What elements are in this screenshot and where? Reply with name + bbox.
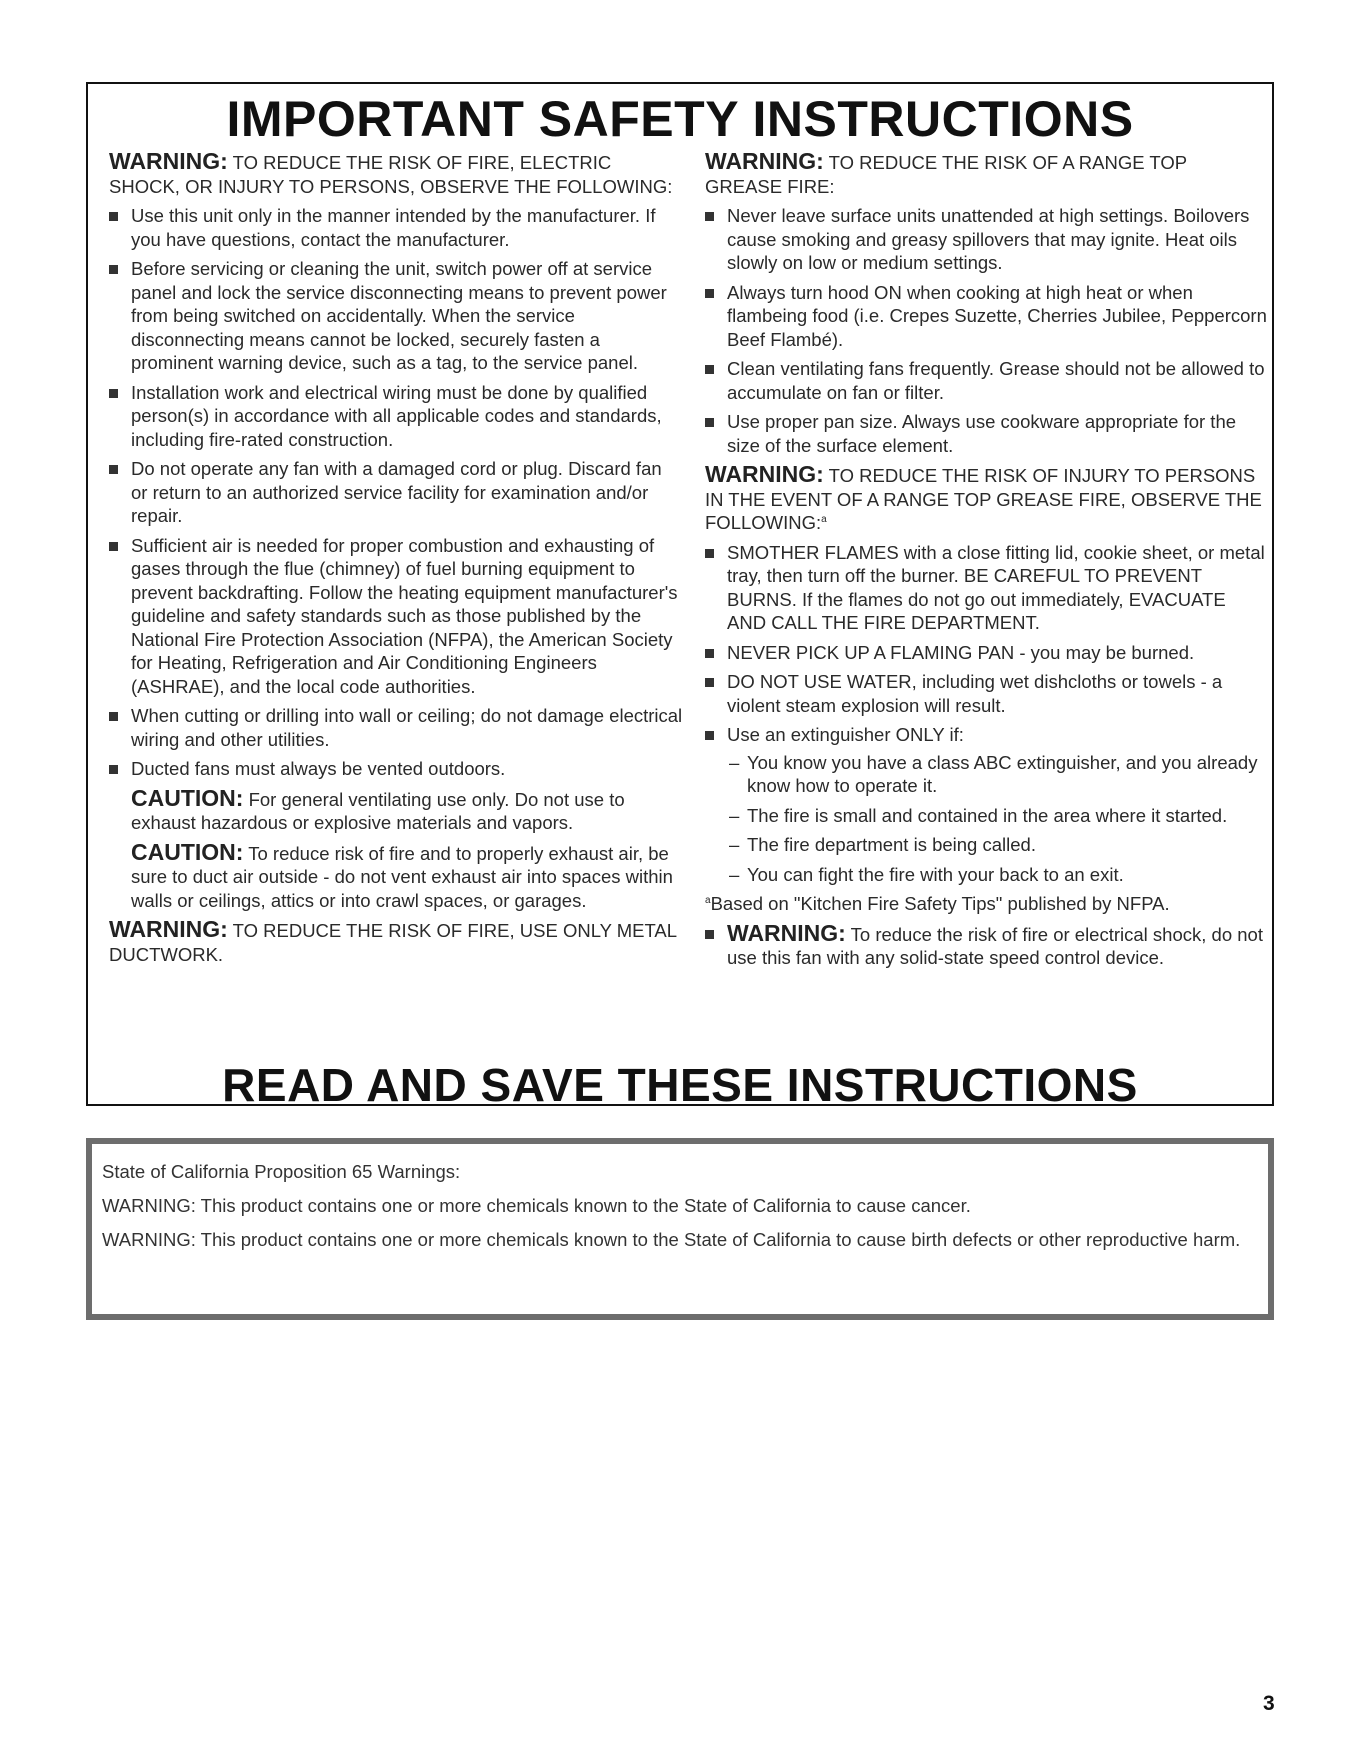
right-column — [705, 150, 1267, 976]
list-item — [705, 641, 1267, 665]
right-bullet-list-3 — [705, 919, 1267, 970]
warning-text: TO REDUCE THE RISK OF FIRE, USE ONLY METAL DUCTWORK. — [109, 920, 677, 965]
square-bullet-icon — [109, 542, 118, 551]
warning-grease-fire — [705, 150, 1267, 198]
warning-fire-shock-injury — [109, 150, 683, 198]
warning-metal-ductwork — [109, 918, 683, 966]
square-bullet-icon — [109, 212, 118, 221]
list-item — [109, 204, 683, 251]
dash-bullet-icon: – — [729, 804, 740, 826]
list-item — [727, 751, 1267, 798]
list-item-text: You know you have a class ABC extinguisher, and you already know how to operate it. — [747, 751, 1258, 796]
caution-text: To reduce risk of fire and to properly exhaust air, be sure to duct air outside - do not vent exhaust air into spaces within walls or ceilings, attics or into crawl spaces, or garages. — [131, 842, 673, 911]
list-item-text: Use an extinguisher ONLY if: — [727, 724, 964, 745]
caution-keyword: CAUTION: — [131, 838, 244, 865]
warning-text: To reduce the risk of fire or electrical shock, do not use this fan with any solid-state speed control device. — [727, 923, 1263, 968]
list-item — [705, 204, 1267, 275]
prop65-box — [86, 1138, 1274, 1320]
extinguisher-conditions-list — [727, 751, 1267, 887]
list-item — [705, 919, 1267, 970]
safety-instructions-box — [86, 82, 1274, 1111]
list-item — [727, 833, 1267, 857]
list-item-text: When cutting or drilling into wall or ceiling; do not damage electrical wiring and other utilities. — [131, 705, 683, 750]
list-item-text: Before servicing or cleaning the unit, switch power off at service panel and lock the service disconnecting means to prevent power from being switched on accidentally. When the service disconnecting means cannot be locked, securely fasten a prominent warning device, such as a tag, to the service panel. — [131, 258, 667, 373]
square-bullet-icon — [705, 731, 714, 740]
list-item — [727, 804, 1267, 828]
prop65-heading: State of California Proposition 65 Warnings: — [102, 1161, 461, 1182]
dash-bullet-icon: – — [729, 863, 740, 885]
warning-keyword: WARNING: — [705, 461, 824, 487]
list-item-text: Use proper pan size. Always use cookware appropriate for the size of the surface element. — [727, 411, 1237, 456]
page-number: 3 — [1263, 1692, 1275, 1715]
right-bullet-list-1 — [705, 204, 1267, 457]
list-item — [705, 281, 1267, 352]
square-bullet-icon — [705, 678, 714, 687]
list-item-text: Never leave surface units unattended at high settings. Boilovers cause smoking and greasy spillovers that may ignite. Heat oils slowly on low or medium settings. — [727, 205, 1250, 273]
list-item — [705, 670, 1267, 717]
square-bullet-icon — [109, 265, 118, 274]
main-title: IMPORTANT SAFETY INSTRUCTIONS — [226, 91, 1134, 147]
caution-ventilating-use — [109, 784, 683, 835]
footnote-text: Based on "Kitchen Fire Safety Tips" published by NFPA. — [710, 893, 1170, 914]
list-item-text: Use this unit only in the manner intended by the manufacturer. If you have questions, contact the manufacturer. — [131, 205, 656, 250]
list-item — [705, 723, 1267, 886]
square-bullet-icon — [109, 389, 118, 398]
list-item-text: Always turn hood ON when cooking at high heat or when flambeing food (i.e. Crepes Suzette, Cherries Jubilee, Peppercorn Beef Flambé). — [727, 281, 1267, 350]
left-column — [109, 150, 683, 972]
square-bullet-icon — [109, 465, 118, 474]
square-bullet-icon — [705, 289, 714, 298]
list-item-text: The fire is small and contained in the area where it started. — [747, 804, 1228, 826]
warning-keyword: WARNING: — [109, 148, 228, 174]
list-item — [109, 757, 683, 781]
list-item-text: Do not operate any fan with a damaged cord or plug. Discard fan or return to an authorized service facility for examination and/or repair. — [131, 458, 662, 526]
square-bullet-icon — [705, 365, 714, 374]
list-item — [109, 457, 683, 528]
list-item — [109, 704, 683, 751]
footnote-marker: a — [821, 513, 827, 525]
list-item-text: Sufficient air is needed for proper combustion and exhausting of gases through the flue (chimney) of fuel burning equipment to prevent backdrafting. Follow the heating equipment manufacturer's guideline and safety standards such as those published by the National Fire Protection Association (NFPA), the American Society for Heating, Refrigeration and Air Conditioning Engineers (ASHRAE), and the local code authorities. — [131, 534, 678, 697]
list-item-text: Clean ventilating fans frequently. Grease should not be allowed to accumulate on fan or filter. — [727, 358, 1265, 403]
list-item — [705, 357, 1267, 404]
square-bullet-icon — [705, 549, 714, 558]
prop65-birth-defects-warning: WARNING: This product contains one or more chemicals known to the State of California to cause birth defects or other reproductive harm. — [102, 1229, 1241, 1250]
warning-text: TO REDUCE THE RISK OF INJURY TO PERSONS IN THE EVENT OF A RANGE TOP GREASE FIRE, OBSERVE THE FOLLOWING: — [705, 465, 1262, 533]
dash-bullet-icon: – — [729, 834, 740, 855]
warning-speed-control — [727, 919, 1263, 969]
footnote — [705, 892, 1267, 916]
list-item — [109, 534, 683, 699]
list-item-text: NEVER PICK UP A FLAMING PAN - you may be burned. — [727, 641, 1195, 663]
warning-injury-grease-fire — [705, 463, 1267, 535]
dash-bullet-icon: – — [729, 751, 740, 773]
list-item-text: The fire department is being called. — [747, 834, 1036, 855]
square-bullet-icon — [705, 930, 714, 939]
right-bullet-list-2 — [705, 541, 1267, 887]
square-bullet-icon — [109, 765, 118, 774]
square-bullet-icon — [109, 712, 118, 721]
list-item — [109, 257, 683, 375]
square-bullet-icon — [705, 212, 714, 221]
list-item — [705, 410, 1267, 457]
footnote-marker: a — [705, 894, 711, 906]
list-item — [705, 541, 1267, 635]
list-item-text: SMOTHER FLAMES with a close fitting lid, cookie sheet, or metal tray, then turn off the burner. BE CAREFUL TO PREVENT BURNS. If the flames do not go out immediately, EVACUATE AND CALL THE FIRE DEPARTMENT. — [727, 541, 1265, 633]
list-item-text: Installation work and electrical wiring must be done by qualified person(s) in accordance with all applicable codes and standards, including fire-rated construction. — [131, 381, 662, 450]
square-bullet-icon — [705, 649, 714, 658]
caution-duct-outside — [109, 838, 683, 913]
left-bullet-list — [109, 204, 683, 781]
prop65-content — [102, 1160, 1256, 1262]
list-item-text: DO NOT USE WATER, including wet dishcloths or towels - a violent steam explosion will result. — [727, 671, 1223, 716]
footer-title: READ AND SAVE THESE INSTRUCTIONS — [222, 1059, 1138, 1111]
caution-keyword: CAUTION: — [131, 784, 244, 811]
list-item-text: You can fight the fire with your back to an exit. — [747, 863, 1124, 885]
warning-keyword: WARNING: — [705, 148, 824, 174]
caution-text: For general ventilating use only. Do not use to exhaust hazardous or explosive materials and vapors. — [131, 788, 625, 833]
list-item — [727, 863, 1267, 887]
prop65-cancer-warning: WARNING: This product contains one or more chemicals known to the State of California to cause cancer. — [102, 1195, 971, 1216]
warning-text: TO REDUCE THE RISK OF A RANGE TOP GREASE FIRE: — [705, 152, 1187, 197]
warning-keyword: WARNING: — [109, 916, 228, 942]
square-bullet-icon — [705, 418, 714, 427]
list-item-text: Ducted fans must always be vented outdoors. — [131, 758, 506, 779]
list-item — [109, 381, 683, 452]
warning-text: TO REDUCE THE RISK OF FIRE, ELECTRIC SHOCK, OR INJURY TO PERSONS, OBSERVE THE FOLLOWING: — [109, 152, 673, 197]
warning-keyword: WARNING: — [727, 919, 846, 946]
